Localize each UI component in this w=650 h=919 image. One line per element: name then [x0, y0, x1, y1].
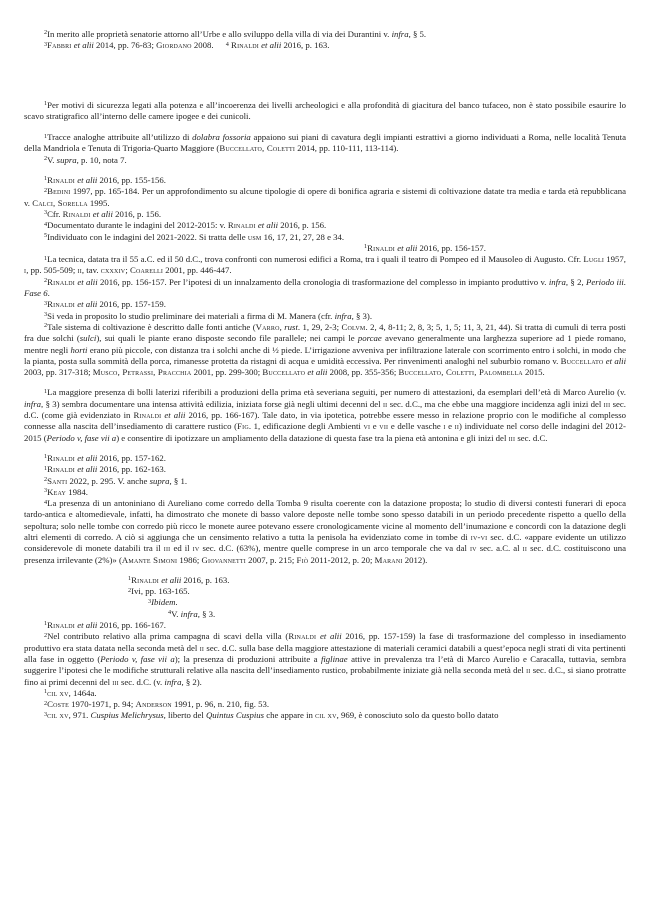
footnote: 2Tale sistema di coltivazione è descritto dalle fonti antiche (Varro, rust. 1, 29, 2-3; Colvm. 2, 4, 8-11; 2, 8, 3; 5, 1, 5; 11, 3, 21, 44). Si tratta di cumuli di terra posti fra due solchi (sulci), sui quali le piante erano disposte secondo file parallele; nei campi le porcae avevano generalmente una larghezza superiore ad 1 piede romano, mentre negli horti erano più piccole, con distanza tra i solchi anche di ½ piede. L’irrigazione avveniva per infiltrazione laterale con scorrimento entro i solchi, in modo che la pianta, posta sulla sommità della porca, rimanesse protetta da ristagni di acqua e umidità eccessiva. Per rinvenimenti analoghi nel suburbio romano v. Buccellato et alii 2003, pp. 317-318; Musco, Petrassi, Pracchia 2001, pp. 299-300; Buccellato et alii 2008, pp. 355-356; Buccellato, Coletti, Palombella 2015. — [24, 321, 627, 378]
footnote-text: Keay — [47, 486, 66, 497]
footnote-text: Calci, Sorella — [32, 197, 88, 208]
footnote-text: et alii — [77, 276, 98, 287]
footnote-text: e — [370, 421, 380, 432]
footnote-text: et alii — [397, 242, 418, 253]
footnote-text: sec. d.C., si siano protratte fino ai primi decenni del — [24, 665, 626, 687]
footnote-text: supra — [149, 475, 170, 486]
footnote-text: 1984. — [66, 486, 88, 497]
footnote-text: sec. d.C. (v. — [118, 676, 165, 687]
footnote-text: iii — [163, 543, 171, 554]
footnote-text: sec. d.C. sulla base della maggiore attestazione di materiali ceramici databili a quest’epoca negli strati di vita pertinenti alla fase in oggetto ( — [24, 642, 626, 664]
footnote-text: ; — [125, 265, 130, 276]
footnote-text: figlinae — [320, 653, 348, 664]
footnote: 3Fabbri et alii 2014, pp. 76-83; Giordano 2008. 4 Rinaldi et alii 2016, p. 163. — [44, 40, 330, 51]
footnote: 1La tecnica, datata tra il 55 a.C. ed il 50 d.C., trova confronti con numerosi edifici a Roma, tra i quali il teatro di Pompeo ed il Mausoleo di Augusto. Cfr. Lugli 1957, i, pp. 505-509; ii, tav. cxxxiv; Coarelli 2001, pp. 446-447. — [24, 254, 626, 276]
footnote-text: Rinaldi — [47, 464, 75, 475]
footnote-text: , § 3. — [197, 608, 216, 619]
footnote-text: e — [445, 421, 455, 432]
footnote-text: Cfr. — [47, 208, 63, 219]
footnote-text: ), sui quali le piante erano disposte secondo file parallele; nei campi le — [96, 333, 358, 344]
footnote-block — [24, 175, 626, 378]
footnote-text: , pp. 505-509; — [26, 265, 78, 276]
footnote-text: cil — [315, 710, 326, 721]
footnote: 1cil xv, 1464a. — [44, 687, 97, 698]
footnote-text: 2001, pp. 299-300; — [191, 367, 263, 378]
footnote-text: ) individuate nel corso delle indagini del 2012-2015 ( — [24, 421, 626, 443]
footnote-block — [24, 453, 626, 566]
footnote-text: xv — [59, 710, 69, 721]
footnote-text: 16, 17, 21, 27, 28 e 34. — [261, 231, 345, 242]
footnote-text: Si veda in proposito lo studio preliminare dei materiali a firma di M. Manera (cfr. — [47, 310, 335, 321]
footnote-text: Rinaldi — [47, 452, 75, 463]
footnote-text: porcae — [357, 333, 382, 344]
footnote-text: 2016, p. 156. — [112, 208, 162, 219]
footnote-text: ii — [526, 665, 531, 676]
footnote-text: Per motivi di sicurezza legati alla potenza e all’incoerenza dei livelli archeologici e alla profondità di giacitura del banco tufaceo, non è stato possibile esaurire lo scavo stratigrafico all’interno delle camere ipogee e dei cunicoli. — [24, 99, 626, 121]
footnote: 2Santi 2022, p. 295. V. anche supra, § 1. — [44, 475, 188, 486]
footnote-text: ii — [199, 642, 205, 653]
footnote-text: . 1, edificazione degli Ambienti — [248, 421, 364, 432]
footnote-text: 2016, pp. 155-156. — [97, 175, 166, 186]
footnote: 3cil xv, 971. Cuspius Melichrysus, liberto del Quintus Cuspius che appare in cil xv, 969, è conosciuto solo da questo bollo datato — [44, 710, 499, 721]
footnote-text: , § 2). — [181, 676, 202, 687]
footnote-text: Nel contributo relativo alla prima campagna di scavi della villa ( — [47, 631, 289, 642]
footnote: 1Rinaldi et alii 2016, pp. 166-167. — [44, 620, 166, 631]
footnote-text: . 2, 4, 8-11; 2, 8, 3; 5, 1, 5; 11, 3, 21, 44). Si tratta di cumuli di terra posti fra due solchi ( — [24, 321, 626, 344]
footnote-text: infra — [334, 310, 352, 321]
footnote-text: Individuato con le indagini del 2021-2022. Si tratta delle — [47, 231, 248, 242]
footnote-text: supra — [56, 154, 77, 165]
footnote-text: ); la presenza di produzioni attribuite a — [174, 653, 321, 664]
footnote: 2Bedini 1997, pp. 165-184. Per un approfondimento su alcune tipologie di opere di bonifica agraria e sistemi di coltivazione datate tra media e tarda età repubblicana v. Calci, Sorella 1995. — [24, 186, 626, 208]
footnote: 2V. supra, p. 10, nota 7. — [44, 154, 127, 165]
footnote: 1Rinaldi et alii 2016, pp. 162-163. — [44, 464, 166, 475]
footnote-text: , p. 10, nota 7. — [76, 154, 127, 165]
footnote-text: 2015. — [522, 367, 545, 378]
footnote-text: Colvm — [341, 321, 366, 332]
footnote-text: Rinaldi — [288, 631, 317, 642]
footnote-text: et alii — [319, 631, 342, 642]
footnote-text: Rinaldi — [131, 574, 159, 585]
footnote-text: erano più piccole, con distanza tra i solchi anche di ½ piede. L’irrigazione avveniva per infiltrazione laterale con scorrimento entro i solchi, in modo che la pianta, posta sulla sommità della porca, rimanesse protetta da ristagni di acqua e umidità eccessiva. Per rinvenimenti analoghi nel suburbio romano v. — [24, 344, 626, 366]
footnote-text: appaiono sui piani di cavatura degli impianti estrattivi a giorno individuati a Roma, nelle località Tenuta della Mandriola e Tenuta di Trigoria-Quarto Maggiore ( — [24, 132, 626, 154]
footnote-text: Periodo iii. Fase 6 — [24, 276, 627, 299]
footnote-text: vi — [363, 421, 371, 432]
footnote-text: sec. d.C. — [515, 432, 548, 443]
footnote-text: Coste — [47, 699, 69, 710]
footnote-text: vii — [379, 421, 389, 432]
footnote-text: Rinaldi — [47, 276, 75, 287]
footnote-text: 2016, pp. 156-157. — [417, 242, 486, 253]
footnote-text: Rinaldi — [231, 40, 259, 51]
footnote: 1La maggiore presenza di bolli laterizi riferibili a produzioni della prima età severiana seguiti, per numero di attestazioni, da esemplari dell’età di Marco Aurelio (v. infra, § 3) sembra documentare una intensa attività edilizia, iniziata forse già negli ultimi decenni del ii sec. d.C., ma che ebbe una maggiore incidenza agli inizi del iii sec. d.C. (come già evidenziato in Rinaldi et alii 2016, pp. 166-167). Tale dato, in via ipotetica, potrebbe essere messo in relazione proprio con le modifiche al complesso connesse alla nascita dell’insediamento di carattere rustico (Fig. 1, edificazione degli Ambienti vi e vii e delle vasche i e ii) individuate nel corso delle indagini del 2012-2015 (Periodo v, fase vii a) e consentire di ipotizzare un ampliamento della datazione di questa fase tra la piena età antonina e gli inizi del iii sec. d.C. — [24, 387, 627, 443]
footnote-text: Rinaldi — [62, 208, 91, 219]
footnote-text: et alii — [257, 220, 279, 231]
footnote-text: ii — [77, 265, 82, 276]
footnote-text: dolabra fossoria — [192, 132, 251, 143]
footnote-text: xv — [327, 710, 337, 721]
footnote-text: iv — [192, 543, 200, 554]
footnote-text: Amante Simoni — [121, 554, 178, 565]
footnote: 1Tracce analoghe attribuite all’utilizzo di dolabra fossoria appaiono sui piani di cavatura degli impianti estrattivi a giorno individuati a Roma, nelle località Tenuta della Mandriola e Tenuta di Trigoria-Quarto Maggiore (Buccellato, Coletti 2014, pp. 110-111, 113-114). — [24, 132, 626, 154]
footnote-text: Varro — [255, 321, 280, 332]
footnote-text: sec. d.C. (come già evidenziato in — [24, 398, 626, 421]
footnote-text: iii — [112, 676, 119, 687]
footnote-text: 2011-2012, p. 20; — [308, 554, 375, 565]
footnote-text: Fabbri — [47, 40, 72, 51]
footnote: 2In merito alle proprietà senatorie attorno all’Urbe e allo sviluppo della villa di via dei Durantini v. infra, § 5. — [44, 29, 427, 39]
footnote-text: et alii — [605, 355, 627, 366]
footnote-text: Buccellato, Coletti, Palombella — [398, 367, 523, 378]
footnote-text: . — [175, 597, 178, 608]
footnote-text: , 1464a. — [68, 687, 97, 698]
footnote-text: et alii — [77, 464, 98, 475]
footnote-text: ed il — [170, 543, 193, 554]
footnote-text: ii — [522, 543, 528, 554]
footnote-block — [24, 100, 626, 123]
footnote-text: 2016, pp. 157-159. — [97, 299, 166, 310]
footnote: 4La presenza di un antoniniano di Aureliano come corredo della Tomba 9 risulta coerente con la datazione proposta; lo studio di diversi contesti funerari di epoca tardo-antica e altomedievale, infatti, ha dimostrato che monete di basso valore deposte nelle tombe sono spesso databili in un periodo precedente rispetto a quello della sepoltura; solo nelle tombe con corredo più ricco le monete auree potevano essere cronologicamente vicine al momento dell’inumazione e concordi con la datazione degli altri elementi di corredo. A ciò si aggiunga che un censimento relativo a tutta la penisola ha evidenziato come in tombe di iv-vi sec. d.C. «appare evidente un utilizzo considerevole di monete databili tra il iii ed il iv sec. d.C. (63%), mentre quelle comprese in un arco temporale che va dal iv sec. a.C. al ii sec. d.C. costituiscono una presenza irrilevante (2%)» (Amante Simoni 1986; Giovannetti 2007, p. 215; Fiò 2011-2012, p. 20; Marani 2012). — [24, 498, 627, 565]
footnote: 2Nel contributo relativo alla prima campagna di scavi della villa (Rinaldi et alii 2016, pp. 157-159) la fase di trasformazione del complesso in insediamento produttivo era stata datata nella seconda metà del ii sec. d.C. sulla base della maggiore attestazione di materiali ceramici databili a quest’epoca negli strati di vita pertinenti alla fase in oggetto (Periodo v, fase vii a); la presenza di produzioni attribuite a figlinae attive in prevalenza tra l’età di Marco Aurelio e Caracalla, tuttavia, sembra suggerire l’ipotesi che le modifiche strutturali relative alla nascita dell’insediamento rustico, probabilmente iniziate già nella seconda metà del ii sec. d.C., si siano protratte fino ai primi decenni del iii sec. d.C. (v. infra, § 2). — [24, 631, 627, 687]
footnote-text: sec. d.C., ma che ebbe una maggiore incidenza agli inizi del — [387, 398, 604, 409]
footnote-text: et alii — [77, 175, 98, 186]
footnote-text: cxxxiv — [100, 265, 126, 276]
footnote-text: horti — [70, 344, 88, 355]
footnote-text: Fig — [237, 421, 249, 432]
footnote-text: Cuspius Melichrysus — [90, 710, 164, 721]
footnote: 1Per motivi di sicurezza legati alla potenza e all’incoerenza dei livelli archeologici e alla profondità di giacitura del banco tufaceo, non è stato possibile esaurire lo scavo stratigrafico all’interno delle camere ipogee e dei cunicoli. — [24, 99, 626, 121]
footnote-block — [24, 132, 626, 166]
footnote-text: , — [279, 321, 285, 332]
footnote-text: ii — [382, 398, 388, 409]
footnote-text: 1997, pp. 165-184. Per un approfondimento su alcune tipologie di opere di bonifica agraria e sistemi di coltivazione datate tra media e tarda età repubblicana v. — [24, 186, 626, 208]
footnote-text: Rinaldi — [227, 220, 256, 231]
footnote-text: Buccellato, Coletti — [219, 143, 296, 154]
footnote-text: iii — [508, 432, 516, 443]
footnote-text: et alii — [77, 299, 98, 310]
footnote-text: 2016, p. 156. — [278, 220, 327, 231]
footnote-text: Marani — [374, 554, 403, 565]
footnote-text: 2016, pp. 156-157. Per l’ipotesi di un innalzamento della cronologia di trasformazione del complesso in impianto produttivo v. — [97, 276, 549, 287]
footnote-text: sec. d.C. «appare evidente un utilizzo considerevole di monete databili tra il — [24, 531, 626, 554]
footnote-text: 1970-1971, p. 94; — [68, 699, 136, 710]
footnote: 3Rinaldi et alii 2016, pp. 157-159. — [44, 299, 166, 310]
footnote: 4Documentato durante le indagini del 2012-2015: v. Rinaldi et alii 2016, p. 156. — [44, 220, 327, 231]
footnote-text: Documentato durante le indagini del 2012-2015: v. — [47, 220, 228, 231]
footnote-text: Fiò — [296, 554, 309, 565]
footnote-text: avevano generalmente una larghezza superiore ad 1 piede romano, mentre negli — [24, 333, 626, 355]
footnote-text: et alii — [164, 410, 186, 421]
footnote-text: 2022, p. 295. V. anche — [67, 475, 150, 486]
footnote-text: sec. a.C. al — [476, 543, 523, 554]
footnote: 5Individuato con le indagini del 2021-2022. Si tratta delle usm 16, 17, 21, 27, 28 e 34. — [44, 231, 345, 242]
footnote-text: 1995. — [87, 197, 110, 208]
footnote-text: Coarelli — [129, 265, 164, 276]
footnote-text: , § 2, — [565, 276, 586, 287]
footnote-text: Bedini — [47, 186, 71, 197]
footnote-text: sec. d.C. (63%), mentre quelle comprese in un arco temporale che va dal — [199, 543, 470, 554]
footnote-text: 2016, pp. 157-159) la fase di trasformazione del complesso in insediamento produttivo era stata datata nella seconda metà del — [24, 631, 626, 653]
footnote-text: 2003, pp. 317-318; — [24, 367, 93, 378]
footnote-text: . — [47, 288, 50, 299]
footnote-text: , § 1. — [169, 475, 188, 486]
footnote-text: Musco, Petrassi, Pracchia — [92, 367, 192, 378]
footnote-text: Tale sistema di coltivazione è descritto dalle fonti antiche ( — [47, 321, 256, 332]
footnote-text: 2008, pp. 355-356; — [327, 367, 399, 378]
footnote: 1Rinaldi et alii 2016, p. 163. — [128, 574, 230, 585]
footnote-text: Rinaldi — [367, 242, 395, 253]
footnote-text: 2016, p. 163. — [181, 574, 230, 585]
footnote-text: usm — [247, 231, 262, 242]
footnote: 3Ibidem. — [148, 597, 178, 608]
footnote-text: rust — [284, 321, 298, 332]
footnote-text: xv — [59, 687, 69, 698]
footnote-text: Anderson — [135, 699, 172, 710]
footnote-text: 2014, pp. 76-83; — [93, 40, 157, 51]
footnote-text: et alii — [73, 40, 94, 51]
footnote-text: , § 5. — [408, 29, 427, 39]
footnote-text: Periodo v, fase vii a — [100, 653, 175, 664]
footnote: 3Cfr. Rinaldi et alii 2016, p. 156. — [44, 208, 162, 219]
footnote-text: Ivi, pp. 163-165. — [131, 586, 190, 597]
footnote-text: 1986; — [177, 554, 202, 565]
footnote-text: et alii — [77, 452, 98, 463]
footnote-text: 2016, pp. 157-162. — [97, 452, 166, 463]
footnote-text: infra — [24, 398, 42, 409]
footnote: 1Rinaldi et alii 2016, pp. 156-157. — [364, 242, 486, 253]
footnote-text: 2016, pp. 162-163. — [97, 464, 166, 475]
footnote-text: Rinaldi — [47, 620, 75, 631]
footnote-text: et alii — [307, 367, 328, 378]
footnote-text: , § 3). — [351, 310, 373, 321]
footnote-text: et alii — [92, 208, 113, 219]
footnote-text: infra — [164, 676, 182, 687]
footnote-text: infra — [180, 608, 198, 619]
footnote: 1Rinaldi et alii 2016, pp. 155-156. — [44, 175, 166, 186]
footnote-text: 2016, p. 163. — [281, 40, 330, 51]
footnote-text: sulci — [79, 333, 97, 344]
footnote-text: , 969, è conosciuto solo da questo bollo datato — [336, 710, 499, 721]
footnote-text: , liberto del — [163, 710, 206, 721]
footnote-text: 2016, pp. 166-167. — [97, 620, 166, 631]
footnote-text: cil — [47, 710, 58, 721]
footnote: 2Coste 1970-1971, p. 94; Anderson 1991, p. 96, n. 210, fig. 53. — [44, 699, 270, 710]
footnote-text: Buccellato — [560, 355, 604, 366]
footnote-text: attive in prevalenza tra l’età di Marco Aurelio e Caracalla, tuttavia, sembra suggerire l’ipotesi che le modifiche strutturali relative alla nascita dell’insediamento rustico, probabilmente iniziate già nella seconda metà del — [24, 653, 627, 676]
footnote-text: sec. d.C. costituiscono una presenza irrilevante (2%)» ( — [24, 543, 627, 565]
footnote-text: iv-vi — [470, 531, 488, 542]
footnote-text: infra — [391, 29, 409, 39]
footnote-text: i — [24, 265, 27, 276]
footnote-text: 1991, p. 96, n. 210, fig. 53. — [171, 699, 270, 710]
footnote-text: che appare in — [264, 710, 316, 721]
footnote-text: iv — [469, 543, 477, 554]
footnote-text: Lugli — [583, 254, 605, 265]
footnote-text: cil — [47, 687, 58, 698]
footnote-text: Rinaldi — [47, 175, 75, 186]
footnote-text: 2007, p. 215; — [245, 554, 297, 565]
footnote: 3Keay 1984. — [44, 486, 88, 497]
footnote-text: infra — [548, 276, 566, 287]
footnote-text: ii — [454, 421, 460, 432]
footnote-text: Tracce analoghe attribuite all’utilizzo di — [47, 132, 193, 143]
footnote-text: Ibidem — [151, 597, 176, 608]
footnote-text: Santi — [47, 475, 68, 486]
footnote-text: V. — [171, 608, 181, 619]
footnote-block — [24, 575, 626, 722]
footnote-block — [24, 29, 626, 52]
footnote-text: V. — [47, 154, 57, 165]
footnote-text: iii — [603, 398, 611, 409]
footnote: 2Rinaldi et alii 2016, pp. 156-157. Per l’ipotesi di un innalzamento della cronologia di trasformazione del complesso in impianto produttivo v. infra, § 2, Periodo iii. Fase 6. — [24, 276, 627, 299]
footnote-text: 2008. — [191, 40, 216, 51]
footnote-text: 1957, — [604, 254, 626, 265]
footnote-text: Quintus Cuspius — [205, 710, 265, 721]
footnote-text: Giovannetti — [201, 554, 246, 565]
footnote: 4V. infra, § 3. — [168, 608, 216, 619]
footnote: 3Si veda in proposito lo studio preliminare dei materiali a firma di M. Manera (cfr. infra, § 3). — [44, 310, 373, 321]
footnote-text: et alii — [161, 574, 182, 585]
footnote-text: Giordano — [156, 40, 192, 51]
footnote-text: et alii — [261, 40, 282, 51]
footnote-text: La tecnica, datata tra il 55 a.C. ed il 50 d.C., trova confronti con numerosi edifici a Roma, tra i quali il teatro di Pompeo ed il Mausoleo di Augusto. Cfr. — [47, 254, 584, 265]
footnote-text: , 971. — [68, 710, 91, 721]
footnote-text: In merito alle proprietà senatorie attorno all’Urbe e allo sviluppo della villa di via dei Durantini v. — [47, 29, 392, 39]
footnote-text: Periodo v, fase vii a — [46, 432, 117, 443]
footnote-text: La presenza di un antoniniano di Aureliano come corredo della Tomba 9 risulta coerente con la datazione proposta; lo studio di diversi contesti funerari di epoca tardo-antica e altomedievale, infatti, ha dimostrato che monete di basso valore deposte nelle tombe sono spesso databili in un periodo precedente rispetto a quello della sepoltura; solo nelle tombe con corredo più ricco le monete auree potevano essere cronologicamente vicine al momento dell’inumazione e concordi con la datazione degli altri elementi di corredo. A ciò si aggiunga che un censimento relativo a tutta la penisola ha evidenziato come in tombe di — [24, 498, 626, 542]
footnote-text: 2014, pp. 110-111, 113-114). — [295, 143, 399, 154]
footnote-text: Rinaldi — [47, 299, 75, 310]
footnote-text: i — [443, 421, 446, 432]
footnote-text: 2001, pp. 446-447. — [163, 265, 232, 276]
footnote-text: Rinaldi — [133, 410, 162, 421]
footnote-text: , § 3) sembra documentare una intensa attività edilizia, iniziata forse già negli ultimi decenni del — [41, 398, 383, 409]
footnote-text: et alii — [77, 620, 98, 631]
footnote-text: 2016, pp. 166-167). Tale dato, in via ipotetica, potrebbe essere messo in relazione proprio con le modifiche al complesso connesse alla nascita dell’insediamento di carattere rustico ( — [24, 410, 627, 432]
footnote: 1Rinaldi et alii 2016, pp. 157-162. — [44, 452, 166, 463]
footnote-text: ) e consentire di ipotizzare un ampliamento della datazione di questa fase tra la piena età antonina e gli inizi del — [116, 432, 509, 443]
footnote-text: e delle vasche — [388, 421, 444, 432]
footnote-text: Buccellato — [262, 367, 306, 378]
footnote-text: . 1, 29, 2-3; — [297, 321, 342, 332]
footnote-block — [24, 387, 626, 443]
footnote-text: La maggiore presenza di bolli laterizi riferibili a produzioni della prima età severiana seguiti, per numero di attestazioni, da esemplari dell’età di Marco Aurelio (v. — [47, 387, 626, 398]
footnote-text: 2012). — [402, 554, 428, 565]
footnote: 2Ivi, pp. 163-165. — [128, 586, 190, 597]
footnote-text: , tav. — [81, 265, 101, 276]
